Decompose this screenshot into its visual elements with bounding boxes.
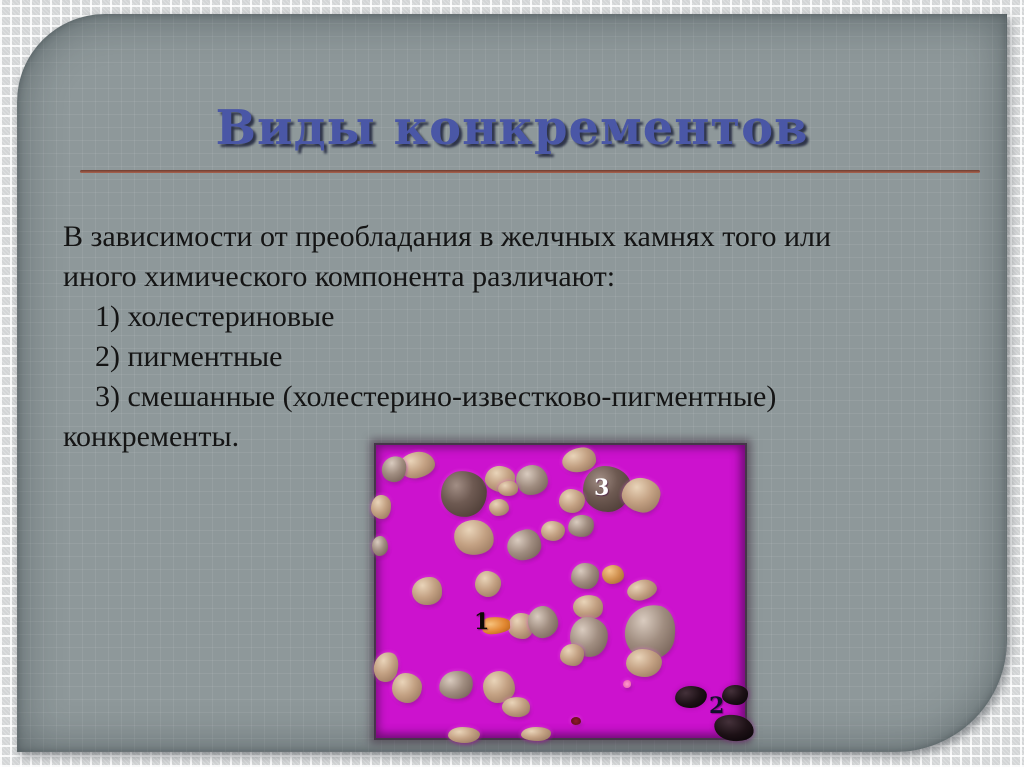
- gallstone: [571, 563, 599, 589]
- gallstone: [371, 495, 391, 519]
- gallstone: [722, 685, 748, 705]
- gallstone: [674, 685, 708, 710]
- gallstone: [452, 517, 496, 557]
- gallstone: [571, 717, 581, 725]
- gallstone: [437, 669, 475, 701]
- gallstone: [567, 514, 595, 539]
- gallstone: [392, 673, 422, 703]
- gallstone: [489, 499, 509, 516]
- gallstone: [473, 569, 502, 598]
- figure-label-3: 3: [594, 475, 610, 501]
- gallstone: [602, 565, 624, 584]
- figure-label-2: 2: [709, 693, 725, 719]
- body-line-3: 1) холестериновые: [95, 300, 335, 333]
- gallstone: [498, 481, 518, 496]
- slide-panel: [17, 14, 1007, 752]
- body-text: [63, 217, 973, 457]
- gallstone: [559, 489, 585, 513]
- gallstones-figure: [374, 443, 747, 740]
- gallstone: [541, 521, 565, 541]
- gallstone: [521, 727, 551, 741]
- title-divider: [80, 170, 980, 173]
- body-line-1: В зависимости от преобладания в желчных камнях того или: [63, 220, 832, 253]
- gallstone: [516, 465, 548, 495]
- body-line-5: 3) смешанные (холестерино-известково-пигментные): [95, 380, 777, 413]
- body-line-2: иного химического компонента различают:: [63, 260, 616, 293]
- gallstone: [412, 577, 442, 605]
- slide-title: Виды конкрементов: [215, 100, 809, 156]
- gallstone: [625, 577, 659, 604]
- gallstone: [626, 649, 662, 677]
- gallstone: [501, 696, 531, 718]
- gallstone: [623, 680, 631, 688]
- body-line-6: конкременты.: [63, 420, 240, 453]
- gallstone: [560, 644, 584, 666]
- gallstone: [439, 469, 489, 519]
- body-line-4: 2) пигментные: [95, 340, 283, 373]
- gallstone: [448, 727, 480, 743]
- figure-label-1: 1: [474, 609, 490, 635]
- gallstone: [504, 527, 543, 563]
- gallstone: [372, 536, 388, 556]
